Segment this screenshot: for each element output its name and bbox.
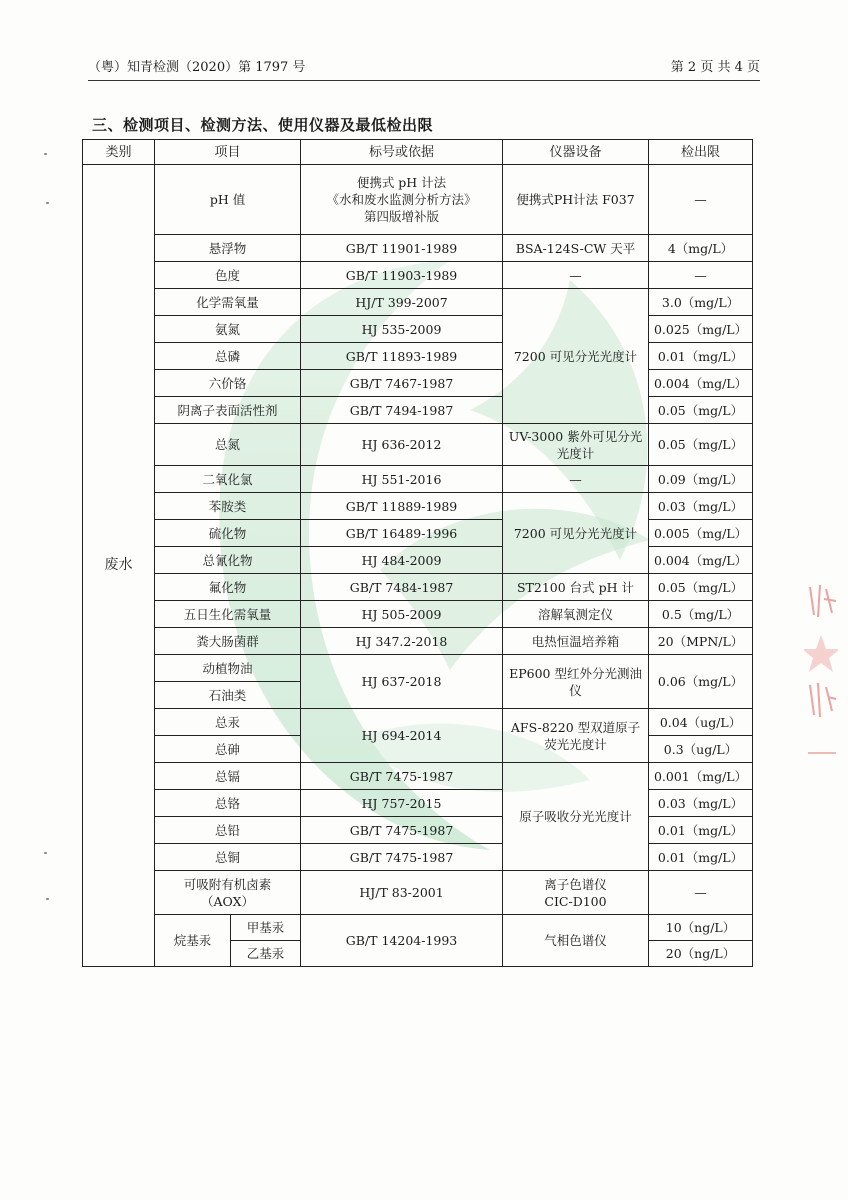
standard-cell: GB/T 16489-1996 <box>301 520 503 547</box>
standard-cell: GB/T 7475-1987 <box>301 763 503 790</box>
document-number: （粤）知青检测（2020）第 1797 号 <box>88 60 306 75</box>
item-cell: 五日生化需氧量 <box>155 601 301 628</box>
instrument-cell: — <box>503 466 649 493</box>
table-row <box>83 466 753 493</box>
instrument-cell: 原子吸收分光光度计 <box>503 763 649 871</box>
limit-cell: 0.05（mg/L） <box>649 397 753 424</box>
item-cell: 总汞 <box>155 709 301 736</box>
scan-speck <box>44 852 47 854</box>
limit-cell: — <box>649 165 753 235</box>
instrument-cell: 7200 可见分光光度计 <box>503 289 649 424</box>
table-row <box>83 316 753 343</box>
standard-cell: HJ 347.2-2018 <box>301 628 503 655</box>
header-category: 类别 <box>83 140 155 165</box>
table-row <box>83 709 753 736</box>
item-cell: 总铜 <box>155 844 301 871</box>
instrument-cell: EP600 型红外分光测油仪 <box>503 655 649 709</box>
limit-cell: 20（ng/L） <box>649 941 753 967</box>
standard-cell: HJ/T 399-2007 <box>301 289 503 316</box>
table-row <box>83 790 753 817</box>
item-cell: 硫化物 <box>155 520 301 547</box>
item-cell: 悬浮物 <box>155 235 301 262</box>
header-item: 项目 <box>155 140 301 165</box>
item-cell: 阴离子表面活性剂 <box>155 397 301 424</box>
limit-cell: 0.05（mg/L） <box>649 424 753 466</box>
table-row <box>83 343 753 370</box>
limit-cell: 0.5（mg/L） <box>649 601 753 628</box>
instrument-cell: AFS-8220 型双道原子荧光光度计 <box>503 709 649 763</box>
table-row <box>83 289 753 316</box>
table-row <box>83 601 753 628</box>
limit-cell: 0.3（ug/L） <box>649 736 753 763</box>
standard-cell: HJ 535-2009 <box>301 316 503 343</box>
section-title: 三、检测项目、检测方法、使用仪器及最低检出限 <box>92 116 434 134</box>
page-indicator: 第 2 页 共 4 页 <box>670 60 760 75</box>
limit-cell: — <box>649 262 753 289</box>
standard-cell: GB/T 7467-1987 <box>301 370 503 397</box>
item-cell: 色度 <box>155 262 301 289</box>
header-instrument: 仪器设备 <box>503 140 649 165</box>
instrument-cell: — <box>503 262 649 289</box>
item-cell: pH 值 <box>155 165 301 235</box>
standard-cell: GB/T 7475-1987 <box>301 817 503 844</box>
table-row <box>83 844 753 871</box>
item-cell: 总磷 <box>155 343 301 370</box>
item-cell: 氨氮 <box>155 316 301 343</box>
limit-cell: 0.01（mg/L） <box>649 343 753 370</box>
category-cell: 废水 <box>83 165 155 967</box>
limit-cell: 0.001（mg/L） <box>649 763 753 790</box>
standard-cell: GB/T 7475-1987 <box>301 844 503 871</box>
item-cell: 石油类 <box>155 682 301 709</box>
sub-item-cell: 甲基汞 <box>231 915 301 941</box>
instrument-cell: 离子色谱仪 CIC-D100 <box>503 871 649 915</box>
scan-speck <box>46 202 49 204</box>
limit-cell: 0.03（mg/L） <box>649 493 753 520</box>
standard-cell: HJ 757-2015 <box>301 790 503 817</box>
limit-cell: — <box>649 871 753 915</box>
item-group-cell: 烷基汞 <box>155 915 231 967</box>
standard-cell: HJ 637-2018 <box>301 655 503 709</box>
table-row <box>83 655 753 682</box>
limit-cell: 3.0（mg/L） <box>649 289 753 316</box>
limit-cell: 0.03（mg/L） <box>649 790 753 817</box>
table-row <box>83 424 753 466</box>
header-limit: 检出限 <box>649 140 753 165</box>
standard-cell: 便携式 pH 计法 《水和废水监测分析方法》 第四版增补版 <box>301 165 503 235</box>
standard-cell: GB/T 11901-1989 <box>301 235 503 262</box>
instrument-cell: 7200 可见分光光度计 <box>503 493 649 574</box>
table-row <box>83 493 753 520</box>
table-row <box>83 520 753 547</box>
table-header-row <box>83 140 753 165</box>
table-row <box>83 871 753 915</box>
item-cell: 总氮 <box>155 424 301 466</box>
table-row <box>83 397 753 424</box>
limit-cell: 0.004（mg/L） <box>649 547 753 574</box>
table-row <box>83 235 753 262</box>
instrument-cell: 电热恒温培养箱 <box>503 628 649 655</box>
limit-cell: 0.01（mg/L） <box>649 817 753 844</box>
item-cell: 总铅 <box>155 817 301 844</box>
item-cell: 动植物油 <box>155 655 301 682</box>
item-cell: 总铬 <box>155 790 301 817</box>
standard-cell: HJ 636-2012 <box>301 424 503 466</box>
limit-cell: 0.06（mg/L） <box>649 655 753 709</box>
limit-cell: 0.005（mg/L） <box>649 520 753 547</box>
limit-cell: 0.004（mg/L） <box>649 370 753 397</box>
item-cell: 六价铬 <box>155 370 301 397</box>
standard-cell: GB/T 11889-1989 <box>301 493 503 520</box>
standard-cell: HJ 694-2014 <box>301 709 503 763</box>
standard-cell: GB/T 11893-1989 <box>301 343 503 370</box>
table-row <box>83 370 753 397</box>
limit-cell: 0.09（mg/L） <box>649 466 753 493</box>
standard-cell: GB/T 7494-1987 <box>301 397 503 424</box>
item-cell: 苯胺类 <box>155 493 301 520</box>
standard-cell: GB/T 14204-1993 <box>301 915 503 967</box>
limit-cell: 4（mg/L） <box>649 235 753 262</box>
instrument-cell: 气相色谱仪 <box>503 915 649 967</box>
instrument-cell: BSA-124S-CW 天平 <box>503 235 649 262</box>
item-cell: 氟化物 <box>155 574 301 601</box>
table-row <box>83 547 753 574</box>
table-row <box>83 817 753 844</box>
item-cell: 粪大肠菌群 <box>155 628 301 655</box>
standard-cell: GB/T 7484-1987 <box>301 574 503 601</box>
scan-speck <box>44 153 47 155</box>
item-cell: 总镉 <box>155 763 301 790</box>
instrument-cell: UV-3000 紫外可见分光光度计 <box>503 424 649 466</box>
instrument-cell: 溶解氧测定仪 <box>503 601 649 628</box>
limit-cell: 0.025（mg/L） <box>649 316 753 343</box>
table-row <box>83 915 753 941</box>
item-cell: 化学需氧量 <box>155 289 301 316</box>
table-row <box>83 763 753 790</box>
detection-methods-table <box>82 139 753 967</box>
table-row <box>83 262 753 289</box>
item-cell: 二氧化氯 <box>155 466 301 493</box>
standard-cell: HJ/T 83-2001 <box>301 871 503 915</box>
table-row <box>83 628 753 655</box>
standard-cell: HJ 484-2009 <box>301 547 503 574</box>
item-cell: 可吸附有机卤素 （AOX） <box>155 871 301 915</box>
scan-speck <box>46 898 49 900</box>
limit-cell: 0.04（ug/L） <box>649 709 753 736</box>
limit-cell: 0.01（mg/L） <box>649 844 753 871</box>
item-cell: 总氰化物 <box>155 547 301 574</box>
header-standard: 标号或依据 <box>301 140 503 165</box>
table-row <box>83 574 753 601</box>
instrument-cell: ST2100 台式 pH 计 <box>503 574 649 601</box>
table-row <box>83 165 753 235</box>
seal-stamp <box>804 575 838 765</box>
sub-item-cell: 乙基汞 <box>231 941 301 967</box>
instrument-cell: 便携式PH计法 F037 <box>503 165 649 235</box>
item-cell: 总砷 <box>155 736 301 763</box>
limit-cell: 10（ng/L） <box>649 915 753 941</box>
limit-cell: 0.05（mg/L） <box>649 574 753 601</box>
page-header <box>88 56 760 78</box>
header-divider <box>88 80 760 81</box>
standard-cell: GB/T 11903-1989 <box>301 262 503 289</box>
standard-cell: HJ 505-2009 <box>301 601 503 628</box>
limit-cell: 20（MPN/L） <box>649 628 753 655</box>
standard-cell: HJ 551-2016 <box>301 466 503 493</box>
